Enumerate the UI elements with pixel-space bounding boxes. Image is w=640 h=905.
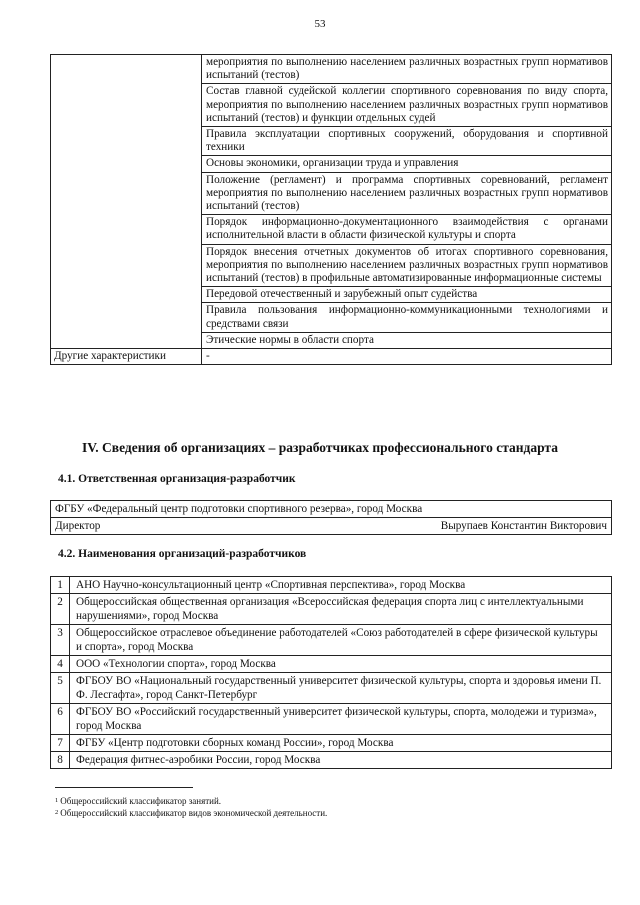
developer-name: ФГБОУ ВО «Национальный государственный университет физической культуры, спорта и здоровья имени П. Ф. Лесгафта», город Санкт-Петербург: [70, 673, 612, 704]
knowledge-item: Положение (регламент) и программа спортивных соревнований, регламент мероприятия по выполнению населением различных возрастных групп нормативов испытаний (тестов): [202, 172, 612, 215]
signatory-position: Директор: [55, 520, 101, 532]
section-title: IV. Сведения об организациях – разработчиках профессионального стандарта: [82, 440, 558, 455]
knowledge-item: Порядок внесения отчетных документов об итогах спортивного соревнования, мероприятия по выполнению населением различных возрастных групп нормативов испытаний (тестов) в профильные автоматизированные информационные системы: [202, 244, 612, 287]
responsible-org-name: ФГБУ «Федеральный центр подготовки спортивного резерва», город Москва: [51, 501, 612, 518]
developer-name: АНО Научно-консультационный центр «Спортивная перспектива», город Москва: [70, 577, 612, 594]
responsible-signatory-row: [51, 518, 612, 535]
developer-name: Федерация фитнес-аэробики России, город Москва: [70, 752, 612, 769]
footnotes: [55, 795, 327, 819]
table-row: [51, 577, 612, 594]
developers-heading: 4.2. Наименования организаций-разработчиков: [58, 548, 307, 560]
footnote-mark: 1: [55, 797, 59, 804]
knowledge-table: [50, 54, 612, 365]
row-number: 6: [51, 704, 70, 735]
footnote-mark: 2: [55, 809, 59, 816]
knowledge-item: Правила пользования информационно-коммуникационными технологиями и средствами связи: [202, 303, 612, 332]
knowledge-item: Порядок информационно-документационного взаимодействия с органами исполнительной власти в области физической культуры и спорта: [202, 215, 612, 244]
row-number: 2: [51, 594, 70, 625]
row-number: 3: [51, 625, 70, 656]
developer-name: ФГБОУ ВО «Российский государственный университет физической культуры, спорта, молодежи и туризма», город Москва: [70, 704, 612, 735]
table-row: [51, 704, 612, 735]
knowledge-item: Правила эксплуатации спортивных сооружений, оборудования и спортивной техники: [202, 127, 612, 156]
table-row: [51, 594, 612, 625]
responsible-org-heading: 4.1. Ответственная организация-разработчик: [58, 473, 296, 485]
knowledge-item: мероприятия по выполнению населением различных возрастных групп нормативов испытаний (тестов): [202, 55, 612, 84]
footnote-text: Общероссийский классификатор занятий.: [60, 796, 222, 806]
row-number: 4: [51, 656, 70, 673]
developer-name: Общероссийская общественная организация «Всероссийская федерация спорта лиц с интеллектуальными нарушениями», город Москва: [70, 594, 612, 625]
footnote: [55, 807, 327, 819]
row-number: 7: [51, 735, 70, 752]
developers-table: [50, 576, 612, 769]
row-number: 5: [51, 673, 70, 704]
row-number: 8: [51, 752, 70, 769]
knowledge-item: Передовой отечественный и зарубежный опыт судейства: [202, 287, 612, 303]
knowledge-item: Этические нормы в области спорта: [202, 332, 612, 348]
knowledge-item: Основы экономики, организации труда и управления: [202, 156, 612, 172]
other-characteristics-value: -: [202, 349, 612, 365]
footnote-divider: [55, 787, 193, 788]
table-row: [51, 673, 612, 704]
developer-name: ФГБУ «Центр подготовки сборных команд России», город Москва: [70, 735, 612, 752]
table-row: [51, 752, 612, 769]
other-characteristics-label: Другие характеристики: [51, 349, 202, 365]
developer-name: Общероссийское отраслевое объединение работодателей «Союз работодателей в сфере физической культуры и спорта», город Москва: [70, 625, 612, 656]
responsible-org-table: [50, 500, 612, 535]
page-number: 53: [314, 18, 326, 30]
table-row: [51, 625, 612, 656]
knowledge-label-cell: [51, 55, 202, 349]
table-row: [51, 735, 612, 752]
row-number: 1: [51, 577, 70, 594]
developer-name: ООО «Технологии спорта», город Москва: [70, 656, 612, 673]
footnote: [55, 795, 327, 807]
table-row: [51, 656, 612, 673]
signatory-name: Вырупаев Константин Викторович: [440, 520, 607, 532]
footnote-text: Общероссийский классификатор видов экономической деятельности.: [60, 808, 328, 818]
knowledge-item: Состав главной судейской коллегии спортивного соревнования по виду спорта, мероприятия по выполнению населением различных возрастных групп нормативов испытаний (тестов) и функции отдельных судей: [202, 84, 612, 127]
